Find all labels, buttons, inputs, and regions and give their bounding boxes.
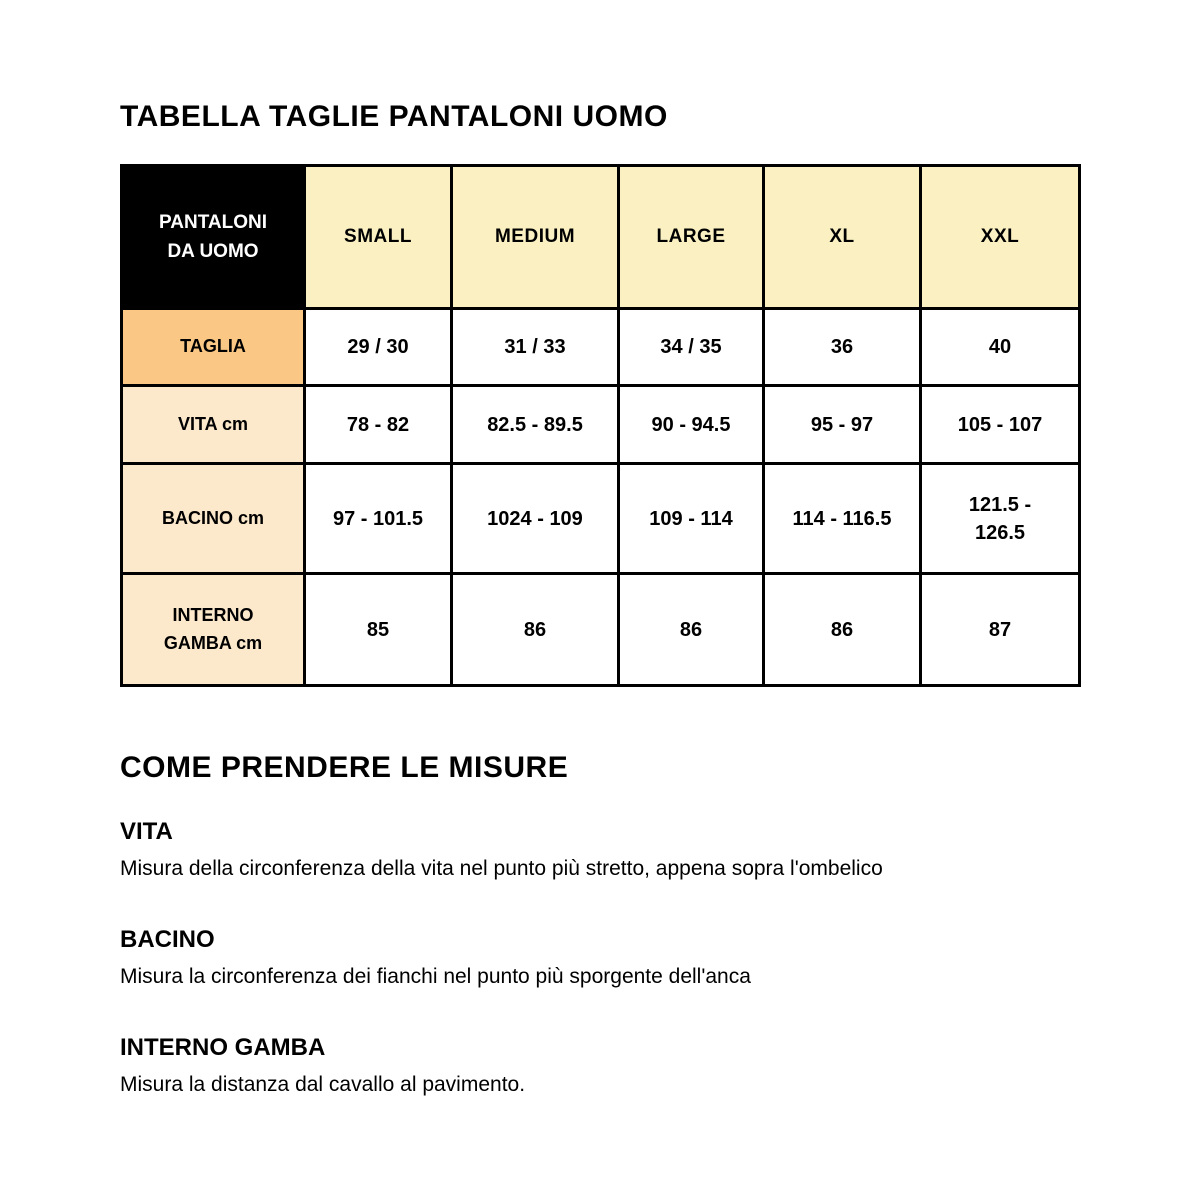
section-text-bacino: Misura la circonferenza dei fianchi nel punto più sporgente dell'anca — [120, 964, 751, 988]
measure-guide-title: COME PRENDERE LE MISURE — [120, 751, 569, 784]
table-cell: 34 / 35 — [619, 309, 764, 386]
table-cell: 85 — [305, 574, 452, 686]
table-corner-cell: PANTALONI DA UOMO — [122, 166, 305, 309]
column-header-medium: MEDIUM — [452, 166, 619, 309]
section-heading-interno-gamba: INTERNO GAMBA — [120, 1034, 326, 1062]
table-row-taglia — [122, 309, 1080, 386]
table-cell: 121.5 - 126.5 — [921, 464, 1080, 574]
row-label-interno-gamba: INTERNO GAMBA cm — [122, 574, 305, 686]
row-label-vita: VITA cm — [122, 386, 305, 464]
section-text-interno-gamba: Misura la distanza dal cavallo al pavimento. — [120, 1072, 526, 1096]
table-cell: 90 - 94.5 — [619, 386, 764, 464]
table-cell: 82.5 - 89.5 — [452, 386, 619, 464]
table-cell: 114 - 116.5 — [764, 464, 921, 574]
row-label-bacino: BACINO cm — [122, 464, 305, 574]
column-header-small: SMALL — [305, 166, 452, 309]
table-header-row — [122, 166, 1080, 309]
guide-section-vita — [120, 818, 1078, 882]
table-cell: 86 — [764, 574, 921, 686]
table-cell: 36 — [764, 309, 921, 386]
table-cell: 97 - 101.5 — [305, 464, 452, 574]
section-text-vita: Misura della circonferenza della vita nel punto più stretto, appena sopra l'ombelico — [120, 856, 883, 880]
table-cell: 95 - 97 — [764, 386, 921, 464]
table-cell: 78 - 82 — [305, 386, 452, 464]
table-cell: 86 — [452, 574, 619, 686]
column-header-xl: XL — [764, 166, 921, 309]
column-header-large: LARGE — [619, 166, 764, 309]
section-heading-bacino: BACINO — [120, 926, 215, 954]
table-cell: 86 — [619, 574, 764, 686]
table-cell: 31 / 33 — [452, 309, 619, 386]
column-header-xxl: XXL — [921, 166, 1080, 309]
table-cell: 29 / 30 — [305, 309, 452, 386]
table-cell: 1024 - 109 — [452, 464, 619, 574]
section-heading-vita: VITA — [120, 818, 173, 845]
guide-section-bacino — [120, 926, 1078, 990]
table-cell: 105 - 107 — [921, 386, 1080, 464]
table-row-vita — [122, 386, 1080, 464]
table-cell: 40 — [921, 309, 1080, 386]
table-row-bacino — [122, 464, 1080, 574]
page-title: TABELLA TAGLIE PANTALONI UOMO — [120, 100, 668, 133]
row-label-taglia: TAGLIA — [122, 309, 305, 386]
guide-section-interno-gamba — [120, 1034, 1078, 1098]
table-cell: 109 - 114 — [619, 464, 764, 574]
size-table — [120, 164, 1081, 687]
table-row-interno-gamba — [122, 574, 1080, 686]
content-column — [120, 0, 1078, 1098]
table-cell: 87 — [921, 574, 1080, 686]
